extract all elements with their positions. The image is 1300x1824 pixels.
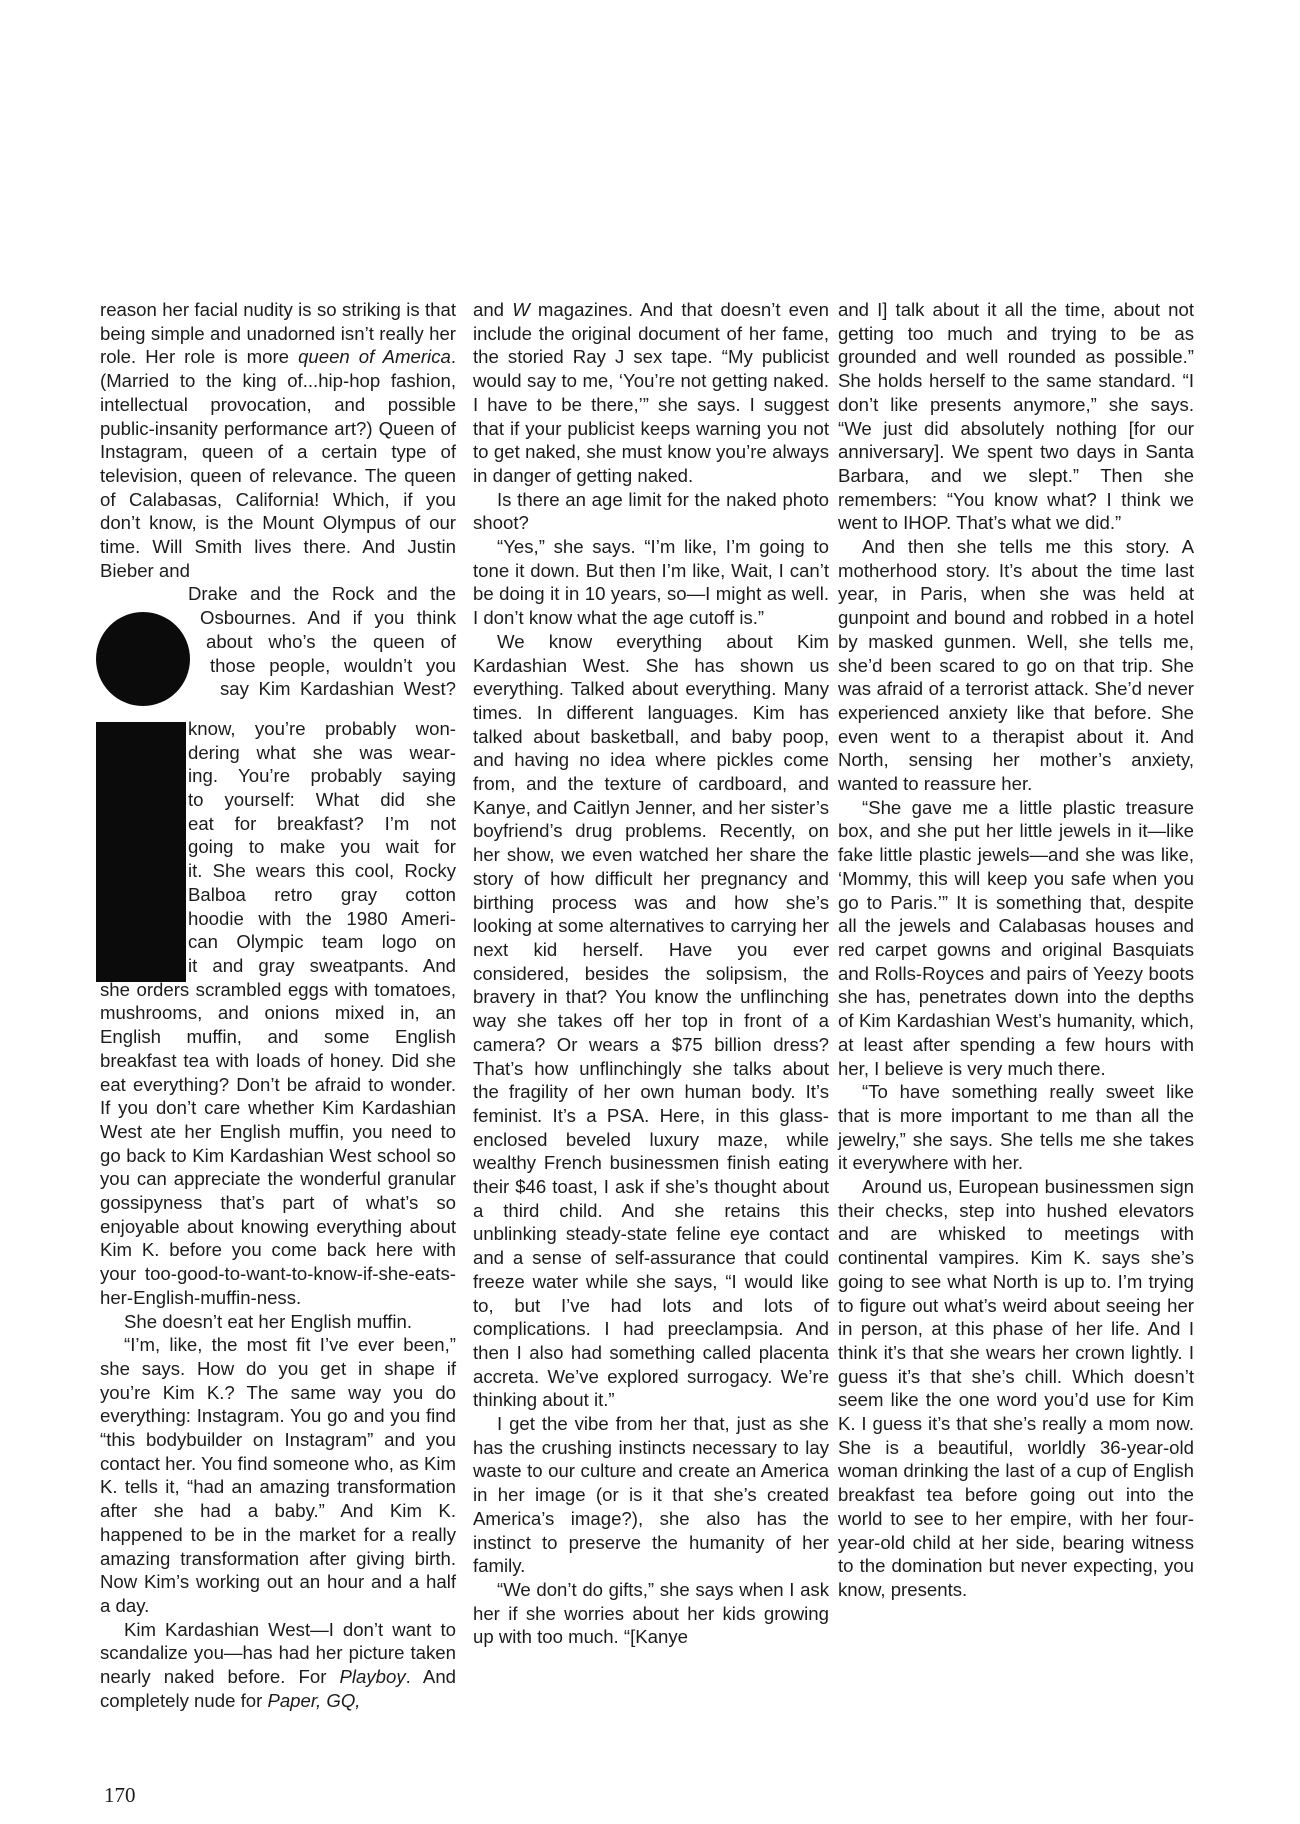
paragraph: “She gave me a little plastic treasure box, and she put her little jewels in it—like fake little plastic jewels—and she was like, ‘Mommy, this will keep you safe when you go to Paris.’” It is something that, despite all the jewels and Calabasas houses and red carpet gowns and original Basquiats and Rolls-Royces and pairs of Yeezy boots she has, penetrates down into the depths of Kim Kardashian West’s humanity, which, at least after spending a few hours with her, I believe is very much there. (838, 796, 1194, 1079)
paragraph: Kim Kardashian West—I don’t want to scandalize you—has had her picture taken nearly naked before. For Playboy. And completely nude for Paper, GQ, (100, 1618, 457, 1711)
article-column-2 (473, 298, 829, 1649)
paragraph: and I] talk about it all the time, about not getting too much and trying to be as grounded and well rounded as possible.” She holds herself to the same standard. “I don’t like presents anymore,” she says. “We just did absolutely nothing [for our anniversary]. We spent two days in Santa Barbara, and we slept.” Then she remembers: “You know what? I think we went to IHOP. That’s what we did.” (838, 299, 1194, 534)
page-number: 170 (104, 1783, 136, 1807)
paragraph: Around us, European businessmen sign their checks, step into hushed elevators and are whisked to meetings with continental vampires. Kim K. says she’s going to see what North is up to. I’m trying to figure out what’s weird about seeing her in person, at this phase of her life. And I think it’s that she wears her crown lightly. I guess it’s that she’s chill. Which doesn’t seem like the one word you’d use for Kim K. I guess it’s that she’s really a mom now. She is a beautiful, worldly 36-year-old woman drinking the last of a cup of English breakfast tea before going out into the world to see to her empire, with her four-year-old child at her side, bearing witness to the domination but never expecting, you know, presents. (838, 1176, 1194, 1600)
paragraph-lead: reason her facial nudity is so striking is that being simple and unadorned isn’t really her role. Her role is more queen of America. (Married to the king of...hip-hop fashion, intellectual provocation, and possible public-insanity performance art?) Queen of Instagram, queen of a certain type of television, queen of relevance. The queen of Calabasas, California! Which, if you don’t know, is the Mount Olympus of our time. Will Smith lives there. And Justin Bieber and (100, 299, 456, 581)
paragraph: “To have something really sweet like that is more important to me than all the jewelry,” she says. She tells me she takes it everywhere with her. (838, 1081, 1194, 1174)
paragraph: and W magazines. And that doesn’t even include the original document of her fame, the storied Ray J sex tape. “My publicist would say to me, ‘You’re not getting naked. I have to be there,’” she says. I suggest that if your publicist keeps warning you not to get naked, she must know you’re always in danger of getting naked. (473, 299, 829, 486)
article-column-3 (838, 298, 1194, 1602)
paragraph: “We don’t do gifts,” she says when I ask her if she worries about her kids growing up with too much. “[Kanye (473, 1578, 829, 1648)
paragraph: She doesn’t eat her English muffin. (124, 1310, 413, 1332)
article-column-1 (100, 298, 456, 1712)
drop-cap-wrap-1: Drake and the Rock and the Osbournes. And if you think about who’s the queen of those people, wouldn’t you say Kim Kardashian West? (188, 583, 456, 700)
paragraph: Is there an age limit for the naked photo shoot? (473, 488, 829, 534)
paragraph: We know everything about Kim Kardashian West. She has shown us everything. Talked about everything. Many times. In different languages. Kim has talked about basketball, and baby poop, and having no idea where pickles come from, and the texture of cardboard, and Kanye, and Caitlyn Jenner, and her sister’s boyfriend’s drug problems. Recently, on her show, we even watched her share the story of how difficult her pregnancy and birthing process was and how she’s looking at some alternatives to carrying her next kid herself. Have you ever considered, besides the solipsism, the bravery in that? You know the unflinching way she takes off her top in front of a camera? Or wears a $75 billion dress? That’s how unflinchingly she talks about the fragility of her own human body. It’s feminist. It’s a PSA. Here, in this glass-enclosed beveled luxury maze, while wealthy French businessmen finish eating their $46 toast, I ask if she’s thought about a third child. And she retains this unblinking steady-state feline eye contact and a sense of self-assurance that could freeze water while she says, “I would like to, but I’ve had lots and lots of complications. I had preeclampsia. And then I also had something called placenta accreta. We’ve explored surrogacy. We’re thinking about it.” (473, 630, 829, 1411)
paragraph: “I’m, like, the most fit I’ve ever been,” she says. How do you get in shape if you’re Kim K.? The same way you do everything: Instagram. You go and you find “this bodybuilder on Instagram” and you contact her. You find someone who, as Kim K. tells it, “had an amazing transformation after she had a baby.” And Kim K. happened to be in the market for a really amazing transformation after giving birth. Now Kim’s working out an hour and a half a day. (100, 1334, 456, 1616)
paragraph: “Yes,” she says. “I’m like, I’m going to tone it down. But then I’m like, Wait, I can’t be doing it in 10 years, so—I might as well. I don’t know what the age cutoff is.” (473, 536, 829, 629)
paragraph-after-cap: she orders scrambled eggs with tomatoes, mushrooms, and onions mixed in, an English muffin, and some English breakfast tea with loads of honey. Did she eat everything? Don’t be afraid to wonder. If you don’t care whether Kim Kardashian West ate her English muffin, you need to go back to Kim Kardashian West school so you can appreciate the wonderful granular gossipyness that’s part of what’s so enjoyable about knowing everything about Kim K. before you come back here with your too-good-to-want-to-know-if-she-eats-her-English-muffin-ness. (100, 978, 456, 1308)
paragraph: And then she tells me this story. A motherhood story. It’s about the time last year, in Paris, when she was held at gunpoint and bound and robbed in a hotel by masked gunmen. Well, she tells me, she’d been scared to go on that trip. She was afraid of a terrorist attack. She’d never experienced anxiety like that before. She even went to a therapist about it. And North, sensing her mother’s anxiety, wanted to reassure her. (838, 536, 1194, 795)
drop-cap-wrap-2: know, you’re probably won- dering what she was wear- ing. You’re probably saying to yourself: What did she eat for breakfast? I’m not going to make you wait for it. She wears this cool, Rocky Balboa retro gray cotton hoodie with the 1980 Ameri- can Olympic team logo on it and gray sweatpants. And (188, 717, 456, 976)
paragraph: I get the vibe from her that, just as she has the crushing instincts necessary to lay waste to our culture and create an America in her image (or is it that she’s created America’s image?), she also has the instinct to preserve the humanity of her family. (473, 1413, 829, 1577)
